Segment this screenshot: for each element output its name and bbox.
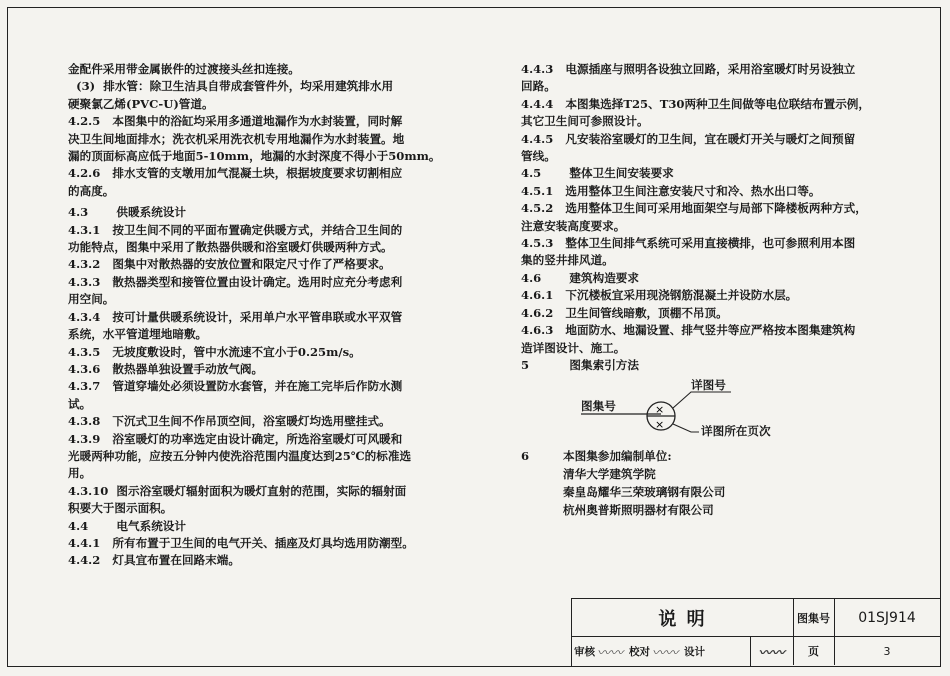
text-line: 硬聚氯乙烯(PVC-U)管道。 — [68, 96, 214, 111]
text-line: 4.4 电气系统设计 — [68, 518, 186, 533]
review-label: 审核 — [574, 645, 595, 658]
text-line: 用。 — [68, 466, 92, 481]
detail-page-label: 详图所在页次 — [701, 424, 771, 438]
text-line: 4.3.5 无坡度敷设时，管中水流速不宜小于0.25m/s。 — [68, 344, 361, 359]
text-line: 用空间。 — [68, 292, 115, 307]
text-line: 光暖两种功能，应按五分钟内使洗浴范围内温度达到25℃的标准选 — [68, 448, 412, 463]
text-line: 4.2.6 排水支管的支墩用加气混凝土块，根据坡度要求切割相应 — [68, 166, 403, 181]
check-label: 校对 — [629, 645, 651, 658]
participating-units — [521, 447, 725, 519]
design-label: 设计 — [684, 645, 706, 658]
section-number: 6 — [521, 449, 530, 463]
unit-item: 杭州奥普斯照明器材有限公司 — [563, 503, 714, 517]
text-line: 4.3.2 图集中对散热器的安放位置和限定尺寸作了严格要求。 — [68, 257, 391, 272]
text-line: (3) 排水管：除卫生洁具自带成套管件外，均采用建筑排水用 — [68, 79, 394, 94]
text-line: 4.3.10 图示浴室暖灯辐射面积为暖灯直射的范围，实际的辐射面 — [68, 483, 407, 498]
text-line: 4.4.1 所有布置于卫生间的电气开关、插座及灯具均选用防潮型。 — [68, 535, 414, 550]
text-line: 4.4.5 凡安装浴室暖灯的卫生间，宜在暖灯开关与暖灯之间预留 — [521, 131, 856, 146]
unit-item: 清华大学建筑学院 — [563, 467, 656, 481]
text-line: 4.6 建筑构造要求 — [521, 270, 639, 285]
text-line: 回路。 — [521, 79, 556, 94]
unit-item: 秦皇岛耀华三荣玻璃钢有限公司 — [563, 485, 726, 499]
detail-page-leader — [673, 424, 699, 432]
index-method-diagram — [521, 370, 921, 440]
participants-heading: 本图集参加编制单位: — [563, 449, 672, 463]
text-line: 注意安装高度要求。 — [521, 218, 626, 233]
text-line: 金配件采用带金属嵌件的过渡接头丝扣连接。 — [68, 62, 300, 76]
atlas-number-value: 01SJ914 — [858, 609, 916, 626]
text-line: 4.5.3 整体卫生间排气系统可采用直接横排，也可参照利用本图 — [521, 236, 856, 251]
text-line: 系统，水平管道埋地暗敷。 — [68, 327, 208, 342]
text-line: 的高度。 — [68, 183, 115, 198]
text-line: 4.5.2 选用整体卫生间可采用地面架空与局部下降楼板两种方式， — [521, 201, 867, 216]
text-line: 4.3.9 浴室暖灯的功率选定由设计确定，所选浴室暖灯可风暖和 — [68, 431, 403, 446]
text-line: 4.3 供暖系统设计 — [68, 205, 186, 220]
text-line: 造详图设计、施工。 — [521, 340, 626, 355]
text-line: 4.6.1 下沉楼板宜采用现浇钢筋混凝土并设防水层。 — [521, 288, 798, 303]
text-line: 管线。 — [521, 149, 556, 164]
text-line: 决卫生间地面排水；洗衣机采用洗衣机专用地漏作为水封装置。地 — [68, 131, 405, 146]
design-signature: 〰〰 — [758, 645, 785, 661]
page-number: 3 — [883, 644, 891, 658]
atlas-number-heading: 图集号 — [797, 611, 830, 625]
detail-number-leader — [673, 392, 731, 408]
text-line: 4.6.3 地面防水、地漏设置、排气竖井等应严格按本图集建筑构 — [521, 323, 856, 338]
text-line: 4.4.2 灯具宜布置在回路末端。 — [68, 553, 240, 568]
text-line: 4.3.1 按卫生间不同的平面布置确定供暖方式，并结合卫生间的 — [68, 222, 403, 237]
text-line: 功能特点，图集中采用了散热器供暖和浴室暖灯供暖两种方式。 — [68, 240, 393, 255]
text-line: 4.3.7 管道穿墙处必须设置防水套管，并在施工完毕后作防水测 — [68, 379, 403, 394]
text-line: 4.2.5 本图集中的浴缸均采用多通道地漏作为水封装置，同时解 — [68, 114, 403, 129]
text-line: 4.4.3 电源插座与照明各设独立回路，采用浴室暖灯时另设独立 — [521, 62, 856, 76]
text-line: 4.6.2 卫生间管线暗敷，顶棚不吊顶。 — [521, 305, 728, 320]
text-line: 4.3.8 下沉式卫生间不作吊顶空间，浴室暖灯均选用壁挂式。 — [68, 414, 391, 429]
atlas-number-label: 图集号 — [581, 399, 616, 413]
lower-x-mark: × — [655, 418, 665, 431]
text-line: 积要大于图示面积。 — [68, 501, 173, 516]
right-text-column — [521, 61, 911, 374]
check-signature: 〰〰 — [652, 645, 679, 661]
text-line: 4.3.4 按可计量供暖系统设计，采用单户水平管串联或水平双管 — [68, 309, 403, 324]
text-line: 4.5.1 选用整体卫生间注意安装尺寸和冷、热水出口等。 — [521, 183, 821, 198]
text-line: 4.4.4 本图集选择T25、T30两种卫生间做等电位联结布置示例， — [521, 96, 870, 111]
text-line: 4.5 整体卫生间安装要求 — [521, 166, 674, 181]
review-signature: 〰〰 — [597, 645, 624, 661]
detail-number-label: 详图号 — [691, 378, 726, 392]
upper-x-mark: × — [655, 403, 665, 416]
page-heading: 页 — [808, 645, 819, 658]
drawing-title: 说 明 — [658, 608, 707, 630]
text-line: 4.3.6 散热器单独设置手动放气阀。 — [68, 361, 264, 376]
title-block — [571, 598, 940, 666]
text-line: 试。 — [68, 396, 92, 411]
left-text-column — [68, 61, 463, 570]
text-line: 集的竖井排风道。 — [521, 253, 614, 268]
text-line: 4.3.3 散热器类型和接管位置由设计确定。选用时应充分考虑利 — [68, 274, 403, 289]
text-line: 漏的顶面标高应低于地面5-10mm，地漏的水封深度不得小于50mm。 — [68, 149, 441, 164]
text-line: 其它卫生间可参照设计。 — [521, 114, 649, 129]
text-line: 5 图集索引方法 — [521, 357, 639, 372]
